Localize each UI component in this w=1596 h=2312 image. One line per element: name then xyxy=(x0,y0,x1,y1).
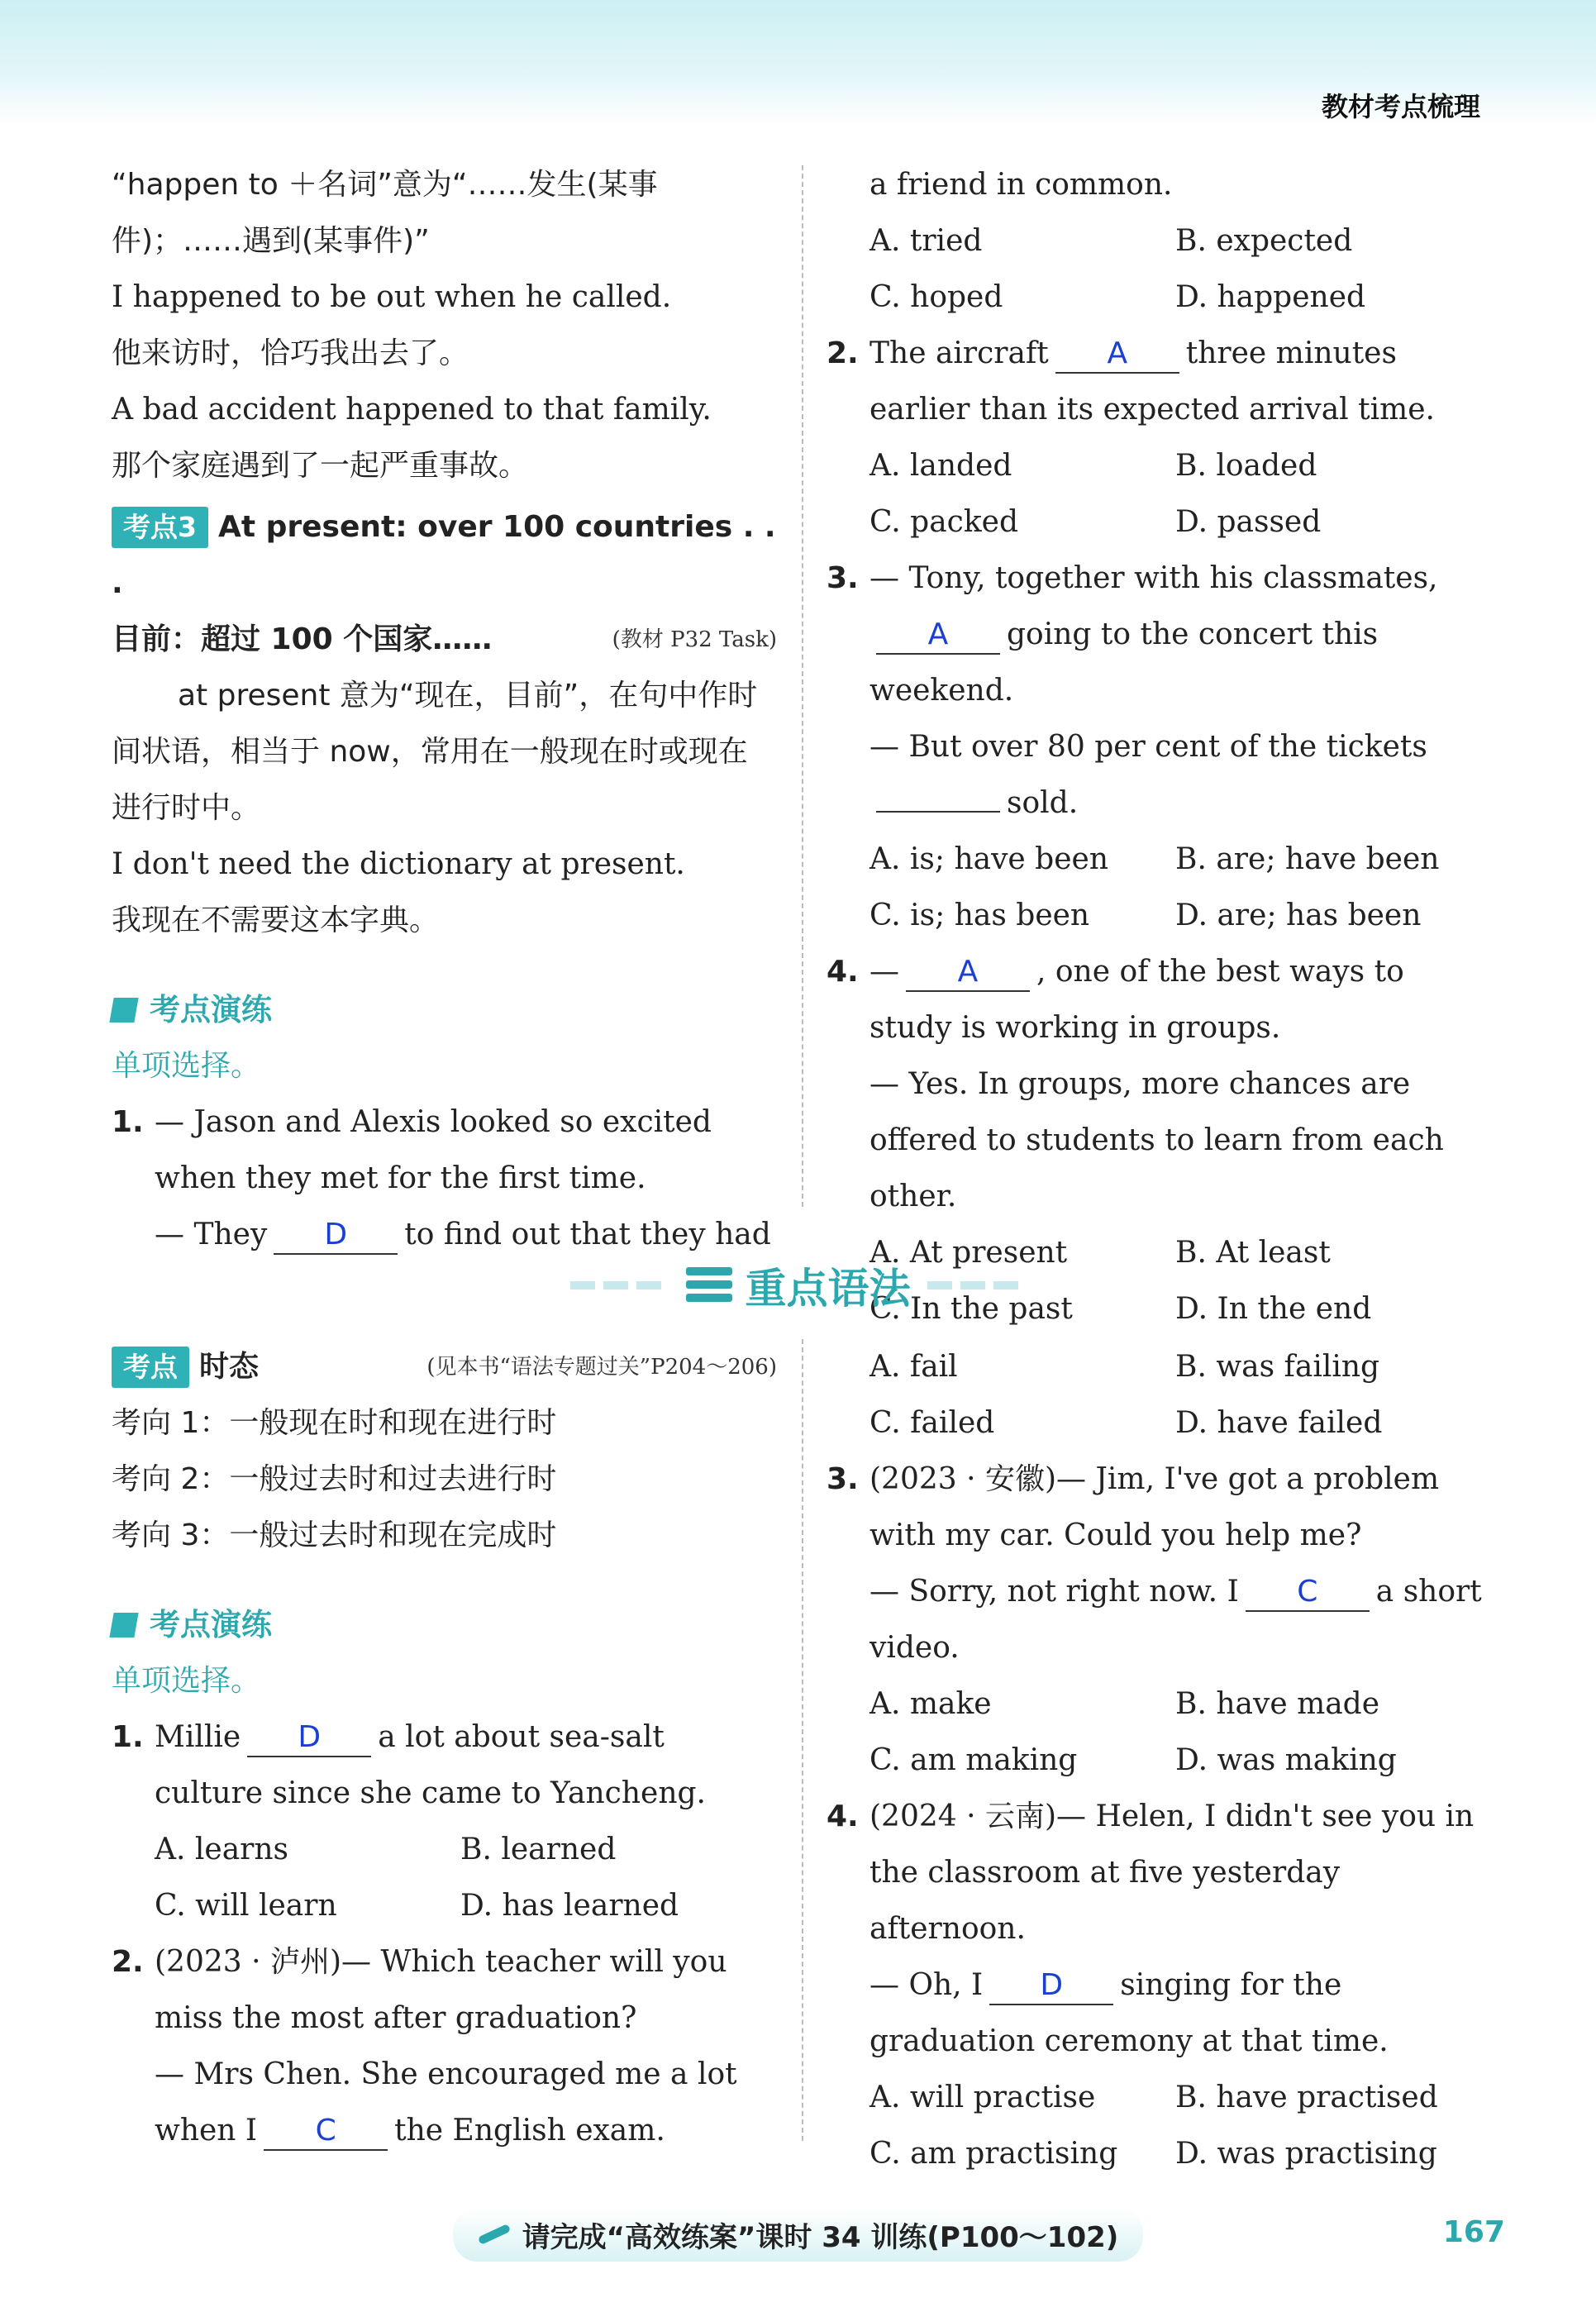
option[interactable]: A. fail xyxy=(869,1350,958,1384)
page-number: 167 xyxy=(1442,2215,1505,2249)
question-line: A going to the concert this weekend. xyxy=(869,617,1379,708)
option[interactable]: C. is; has been xyxy=(869,899,1090,932)
option[interactable]: D. have failed xyxy=(1175,1406,1383,1440)
question-2: 2. (2023 · 泸州)— Which teacher will you miss the most after graduation? xyxy=(112,1945,727,2035)
option[interactable]: C. am practising xyxy=(869,2137,1118,2171)
practice-instruction: 单项选择。 xyxy=(112,1049,261,1083)
option[interactable]: D. has learned xyxy=(460,1889,679,1923)
question-1: 1. Millie D a lot about sea-salt culture since she came to Yancheng. xyxy=(112,1720,707,1810)
question-text: — Jason and Alexis looked so excited when they met for the first time. xyxy=(155,1105,712,1195)
option[interactable]: B. was failing xyxy=(1175,1350,1380,1384)
answer-blank[interactable]: D xyxy=(247,1719,371,1757)
question-line: — But over 80 per cent of the tickets xyxy=(869,730,1427,764)
book-icon xyxy=(109,998,138,1023)
question-3: 3. (2023 · 安徽)— Jim, I've got a problem with my car. Could you help me? xyxy=(827,1462,1440,1552)
option[interactable]: A. make xyxy=(869,1687,992,1721)
question-1: 1. — Jason and Alexis looked so excited when they met for the first time. xyxy=(112,1105,712,1195)
option[interactable]: C. will learn xyxy=(155,1889,337,1923)
options xyxy=(827,832,1488,944)
top-right-column xyxy=(827,157,1488,1337)
question-line: — Mrs Chen. She encouraged me a lot xyxy=(155,2057,737,2091)
option[interactable]: C. failed xyxy=(869,1406,995,1440)
option[interactable]: B. expected xyxy=(1175,224,1353,258)
practice-heading: 考点演练 xyxy=(112,1597,777,1653)
kp3-explanation: at present 意为“现在，目前”，在句中作时间状语，相当于 now，常用在一般现在时或现在进行时中。 xyxy=(112,679,758,825)
task-banner xyxy=(453,2208,1144,2262)
aspect-item: 考向 2：一般过去时和过去进行时 xyxy=(112,1462,557,1496)
question-line: — Oh, I D singing for the graduation ceremony at that time. xyxy=(869,1968,1389,2058)
answer-blank[interactable]: C xyxy=(264,2113,388,2151)
question-4: 4. (2024 · 云南)— Helen, I didn't see you in the classroom at five yesterday afternoon. xyxy=(827,1800,1475,1946)
books-icon xyxy=(686,1267,732,1304)
top-left-column xyxy=(112,157,777,1263)
option[interactable]: A. is; have been xyxy=(869,842,1109,876)
intro-example: A bad accident happened to that family. xyxy=(112,393,712,427)
question-line: when I C the English exam. xyxy=(112,2103,777,2159)
bottom-right-column xyxy=(827,1339,1488,2182)
kp-badge: 考点 xyxy=(112,1347,189,1388)
option[interactable]: A. At present xyxy=(869,1236,1068,1270)
bottom-left-column xyxy=(112,1339,777,2159)
question-continuation: a friend in common. xyxy=(869,168,1173,202)
option[interactable]: A. tried xyxy=(869,224,983,258)
question-line: — Yes. In groups, more chances are offered to students to learn from each other. xyxy=(869,1067,1444,1213)
option[interactable]: B. learned xyxy=(460,1833,617,1866)
option[interactable]: D. are; has been xyxy=(1175,899,1422,932)
options xyxy=(827,213,1488,326)
kp3-example: I don't need the dictionary at present. xyxy=(112,847,685,881)
option[interactable]: C. am making xyxy=(869,1743,1078,1777)
kp3-title: At present: over 100 countries . . . xyxy=(112,510,776,600)
book-icon xyxy=(109,1613,138,1637)
answer-blank[interactable]: D xyxy=(989,1967,1113,2005)
question-2: 2. The aircraft A three minutes earlier than its expected arrival time. xyxy=(827,336,1435,427)
kp-source: (见本书“语法专题过关”P204～206) xyxy=(426,1355,777,1380)
kp3-translation: 我现在不需要这本字典。 xyxy=(112,903,440,937)
decor-dashes xyxy=(927,1281,1027,1289)
practice-instruction: 单项选择。 xyxy=(112,1664,261,1698)
practice-heading: 考点演练 xyxy=(112,982,777,1038)
option[interactable]: A. landed xyxy=(869,449,1012,483)
column-divider xyxy=(802,165,803,1207)
option[interactable]: A. will practise xyxy=(869,2081,1096,2114)
question-3: 3. — Tony, together with his classmates, xyxy=(827,561,1438,595)
kp-title: 时态 xyxy=(199,1350,260,1384)
aspect-item: 考向 1：一般现在时和现在进行时 xyxy=(112,1406,557,1440)
option[interactable]: D. was practising xyxy=(1175,2137,1437,2171)
option[interactable]: A. learns xyxy=(155,1833,289,1866)
decor-dashes xyxy=(570,1281,669,1289)
question-line: — They D to find out that they had xyxy=(112,1207,777,1263)
option[interactable]: D. was making xyxy=(1175,1743,1397,1777)
options xyxy=(827,438,1488,551)
answer-blank[interactable]: C xyxy=(1246,1574,1370,1612)
kp3-source: (教材 P32 Task) xyxy=(612,627,777,652)
answer-blank[interactable]: A xyxy=(876,617,1000,655)
intro-translation: 那个家庭遇到了一起严重事故。 xyxy=(112,449,529,483)
kp3-subtitle xyxy=(112,612,777,668)
option[interactable]: C. packed xyxy=(869,505,1018,539)
grammar-title: 重点语法 xyxy=(745,1265,911,1313)
answer-blank[interactable]: D xyxy=(274,1217,398,1255)
options xyxy=(827,1676,1488,1789)
intro-example: I happened to be out when he called. xyxy=(112,280,672,314)
option[interactable]: B. At least xyxy=(1175,1236,1331,1270)
answer-blank[interactable]: A xyxy=(1055,336,1179,374)
option[interactable]: B. have made xyxy=(1175,1687,1380,1721)
kp3-title-zh: 目前：超过 100 个国家…… xyxy=(112,622,493,656)
pen-icon xyxy=(477,2224,510,2245)
option[interactable]: D. passed xyxy=(1175,505,1322,539)
intro-translation: 他来访时，恰巧我出去了。 xyxy=(112,336,469,370)
answer-blank[interactable]: A xyxy=(906,954,1030,992)
options xyxy=(827,1339,1488,1452)
options xyxy=(827,2070,1488,2182)
aspect-item: 考向 3：一般过去时和现在完成时 xyxy=(112,1518,557,1552)
option[interactable]: B. have practised xyxy=(1175,2081,1438,2114)
section-header-title: 教材考点梳理 xyxy=(1321,91,1480,122)
option[interactable]: C. In the past xyxy=(869,1292,1073,1326)
intro-line: “happen to ＋名词”意为“……发生(某事件)；……遇到(某事件)” xyxy=(112,168,658,258)
task-text: 请完成“高效练案”课时 34 训练(P100～102) xyxy=(522,2220,1119,2254)
option[interactable]: D. happened xyxy=(1175,280,1366,314)
kp3-heading xyxy=(112,499,777,612)
answer-blank[interactable] xyxy=(876,811,1000,813)
column-divider xyxy=(802,1339,803,2141)
options xyxy=(112,1822,777,1934)
kp3-badge: 考点3 xyxy=(112,507,208,548)
option[interactable]: D. In the end xyxy=(1175,1292,1372,1326)
question-4: 4. — A , one of the best ways to study is working in groups. xyxy=(827,955,1404,1045)
option[interactable]: C. hoped xyxy=(869,280,1003,314)
question-line: — Sorry, not right now. I C a short video. xyxy=(869,1575,1482,1665)
option[interactable]: B. are; have been xyxy=(1175,842,1440,876)
grammar-section-title xyxy=(0,1248,1596,1323)
option[interactable]: B. loaded xyxy=(1175,449,1317,483)
kp-heading xyxy=(112,1339,777,1395)
question-line: sold. xyxy=(827,775,1488,832)
footer xyxy=(0,2205,1596,2263)
